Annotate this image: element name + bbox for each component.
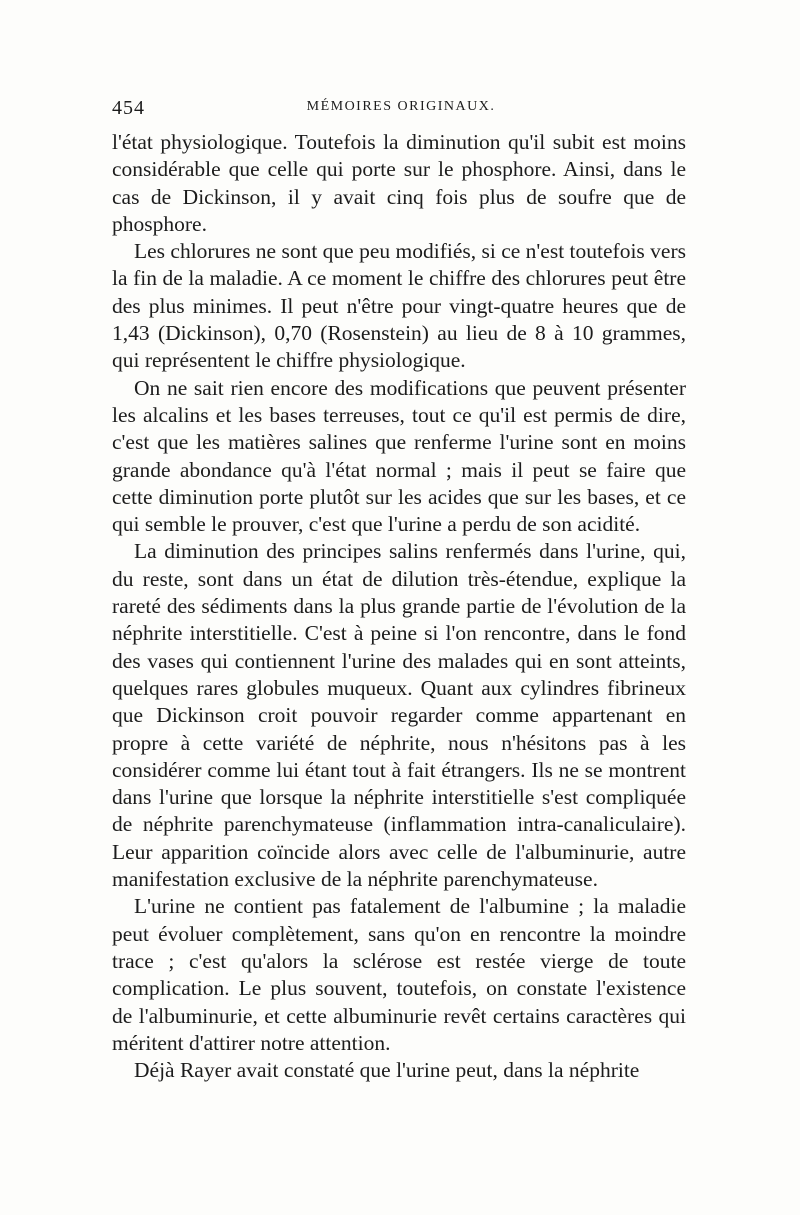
running-title: MÉMOIRES ORIGINAUX. — [306, 99, 496, 114]
paragraph: Les chlorures ne sont que peu modifiés, si ce n'est toutefois vers la fin de la maladie. A ce moment le chiffre des chlorures peut être des plus minimes. Il peut n'être pour vingt-quatre heures que de 1,43 (Dickinson), 0,70 (Rosenstein) au lieu de 8 à 10 grammes, qui représentent le chiffre physiologique. — [112, 239, 686, 373]
body-text — [112, 129, 686, 1084]
paragraph: l'état physiologique. Toutefois la diminution qu'il subit est moins considérable que celle qui porte sur le phosphore. Ainsi, dans le cas de Dickinson, il y avait cinq fois plus de soufre que de phosphore. — [112, 130, 686, 236]
paragraph: On ne sait rien encore des modifications que peuvent présenter les alcalins et les bases terreuses, tout ce qu'il est permis de dire, c'est que les matières salines que renferme l'urine sont en moins grande abondance qu'à l'état normal ; mais il peut se faire que cette diminution porte plutôt sur les acides que sur les bases, et ce qui semble le prouver, c'est que l'urine a perdu de son acidité. — [112, 375, 686, 537]
paragraph: L'urine ne contient pas fatalement de l'albumine ; la maladie peut évoluer complètement, sans qu'on en rencontre la moindre trace ; c'est qu'alors la sclérose est restée vierge de toute complication. Le plus souvent, toutefois, on constate l'existence de l'albuminurie, et cette albuminurie revêt certains caractères qui méritent d'attirer notre attention. — [112, 894, 686, 1055]
running-head — [112, 97, 690, 121]
page-number: 454 — [112, 97, 145, 119]
paragraph: La diminution des principes salins renfermés dans l'urine, qui, du reste, sont dans un état de dilution très-étendue, explique la rareté des sédiments dans la plus grande partie de l'évolution de la néphrite interstitielle. C'est à peine si l'on rencontre, dans le fond des vases qui contiennent l'urine des malades qui en sont atteints, quelques rares globules muqueux. Quant aux cylindres fibrineux que Dickinson croit pouvoir regarder comme appartenant en propre à cette variété de néphrite, nous n'hésitons pas à les considérer comme lui étant tout à fait étrangers. Ils ne se montrent dans l'urine que lorsque la néphrite interstitielle s'est compliquée de néphrite parenchymateuse (inflammation intra-canaliculaire). Leur apparition coïncide alors avec celle de l'albuminurie, autre manifestation exclusive de la néphrite parenchymateuse. — [112, 539, 686, 892]
paragraph: Déjà Rayer avait constaté que l'urine peut, dans la néphrite — [134, 1058, 640, 1083]
